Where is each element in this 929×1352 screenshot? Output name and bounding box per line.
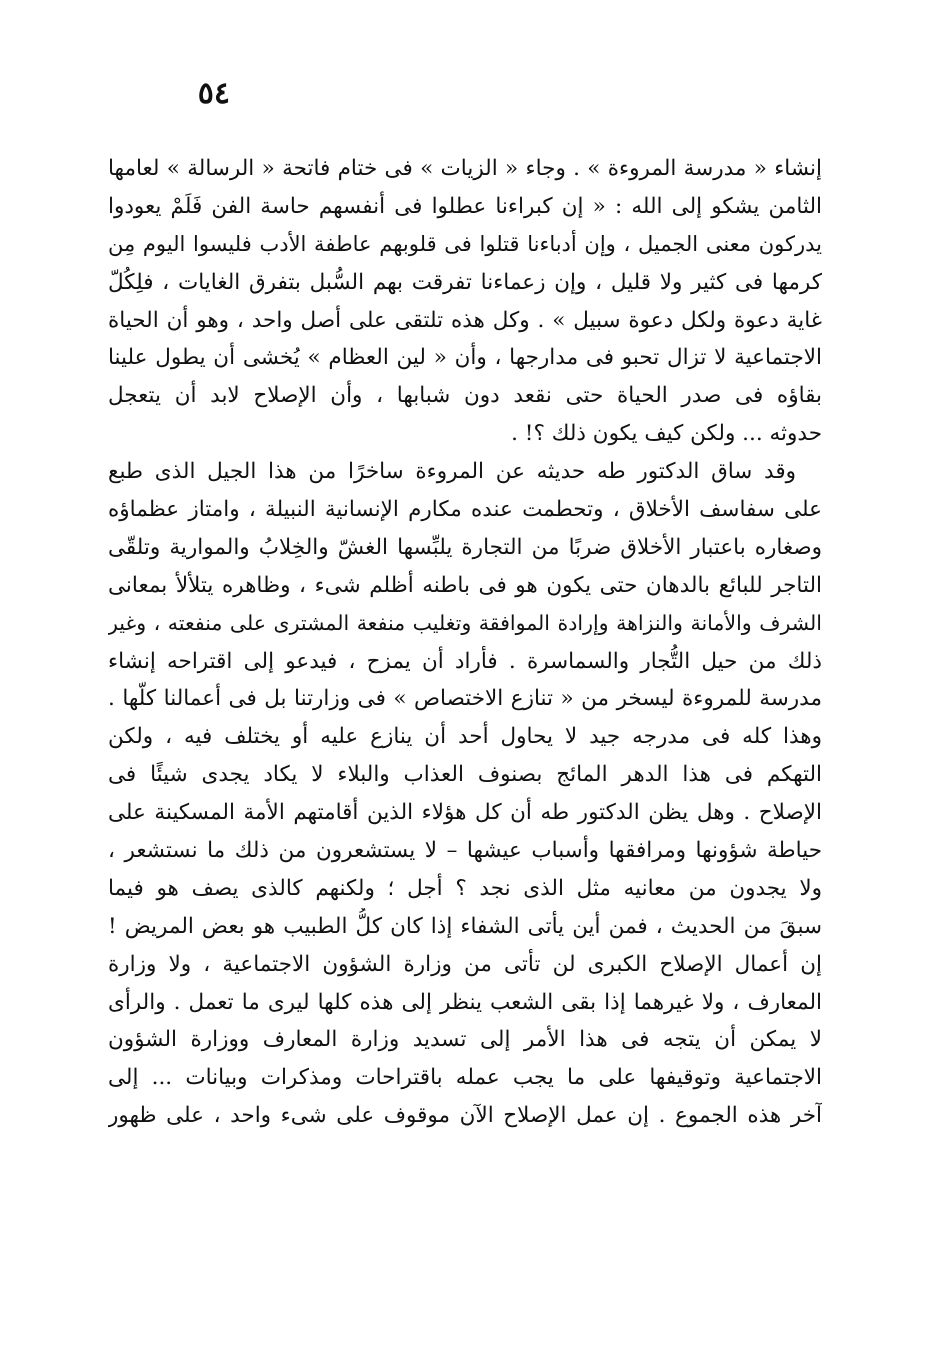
text-line: وهذا كله فى مدرجه جيد لا يحاول أحد أن ينازع عليه أو يختلف فيه ، ولكن xyxy=(108,724,822,750)
text-line: وصغاره باعتبار الأخلاق ضربًا من التجارة يلبِّسها الغشّ والخِلابُ والموارية وتلقّى xyxy=(108,534,822,560)
text-line: يدركون معنى الجميل ، وإن أدباءنا قتلوا فى قلوبهم عاطفة الأدب فليسوا اليوم مِن xyxy=(108,231,822,256)
text-line: لا يمكن أن يتجه فى هذا الأمر إلى تسديد وزارة المعارف ووزارة الشؤون xyxy=(108,1027,822,1053)
text-line: إنشاء « مدرسة المروءة » . وجاء « الزيات » فى ختام فاتحة « الرسالة » لعامها xyxy=(108,156,822,181)
text-line: الإصلاح . وهل يظن الدكتور طه أن كل هؤلاء الذين أقامتهم الأمة المسكينة على xyxy=(108,800,822,826)
text-line: التاجر للبائع بالدهان حتى يكون هو فى باطنه أظلم شىء ، وظاهره يتلألأ بمعانى xyxy=(108,572,822,598)
text-line: غاية دعوة ولكل دعوة سبيل » . وكل هذه تلتقى على أصل واحد ، وهو أن الحياة xyxy=(108,307,822,333)
text-line: الاجتماعية وتوقيفها على ما يجب عمله باقتراحات ومذكرات وبيانات ... إلى xyxy=(108,1065,822,1091)
text-line: مدرسة للمروءة ليسخر من « تنازع الاختصاص » فى وزارتنا بل فى أعمالنا كلّها . xyxy=(108,686,822,712)
text-line: آخر هذه الجموع . إن عمل الإصلاح الآن موقوف على شىء واحد ، على ظهور xyxy=(108,1103,822,1129)
text-line: على سفاسف الأخلاق ، وتحطمت عنده مكارم الإنسانية النبيلة ، وامتاز عظماؤه xyxy=(108,497,822,523)
text-line: بقاؤه فى صدر الحياة حتى نقعد دون شبابها ، وأن الإصلاح لابد أن يتعجل xyxy=(108,383,822,409)
text-line: حدوثه ... ولكن كيف يكون ذلك ؟! . xyxy=(511,421,822,447)
text-line: ذلك من حيل التُّجار والسماسرة . فأراد أن يمزح ، فيدعو إلى اقتراحه إنشاء xyxy=(108,648,822,674)
text-line: حياطة شؤونها ومرافقها وأسباب عيشها – لا يستشعرون من ذلك ما نستشعر ، xyxy=(108,838,822,864)
text-line: الاجتماعية لا تزال تحبو فى مدارجها ، وأن « لين العظام » يُخشى أن يطول علينا xyxy=(108,345,822,371)
text-line: كرمها فى كثير ولا قليل ، وإن زعماءنا تفرقت بهم السُّبل بتفرق الغايات ، فلِكُلّ xyxy=(108,269,822,295)
page-number: ٥٤ xyxy=(197,76,230,111)
text-line: التهكم فى هذا الدهر المائج بصنوف العذاب والبلاء لا يكاد يجدى شيئًا فى xyxy=(108,762,822,788)
text-line: ولا يجدون من معانيه مثل الذى نجد ؟ أجل ؛ ولكنهم كالذى يصف هو فيما xyxy=(108,875,822,901)
text-line: الشرف والأمانة والنزاهة وإرادة الموافقة وتغليب منفعة المشترى على منفعته ، وغير xyxy=(108,610,822,635)
text-line: إن أعمال الإصلاح الكبرى لن تأتى من وزارة الشؤون الاجتماعية ، ولا وزارة xyxy=(108,951,822,977)
text-line: الثامن يشكو إلى الله : « إن كبراءنا عطلوا فى أنفسهم حاسة الفن فَلَمْ يعودوا xyxy=(108,193,822,219)
text-line: وقد ساق الدكتور طه حديثه عن المروءة ساخرًا من هذا الجيل الذى طبع xyxy=(108,459,796,485)
body-text xyxy=(108,150,822,1135)
paragraph xyxy=(108,150,822,453)
text-line: المعارف ، ولا غيرهما إذا بقى الشعب ينظر إلى هذه كلها ليرى ما تعمل . والرأى xyxy=(108,989,822,1015)
paragraph xyxy=(108,453,822,1135)
text-line: سبقَ من الحديث ، فمن أين يأتى الشفاء إذا كان كلُّ الطبيب هو بعض المريض ! xyxy=(108,913,822,939)
